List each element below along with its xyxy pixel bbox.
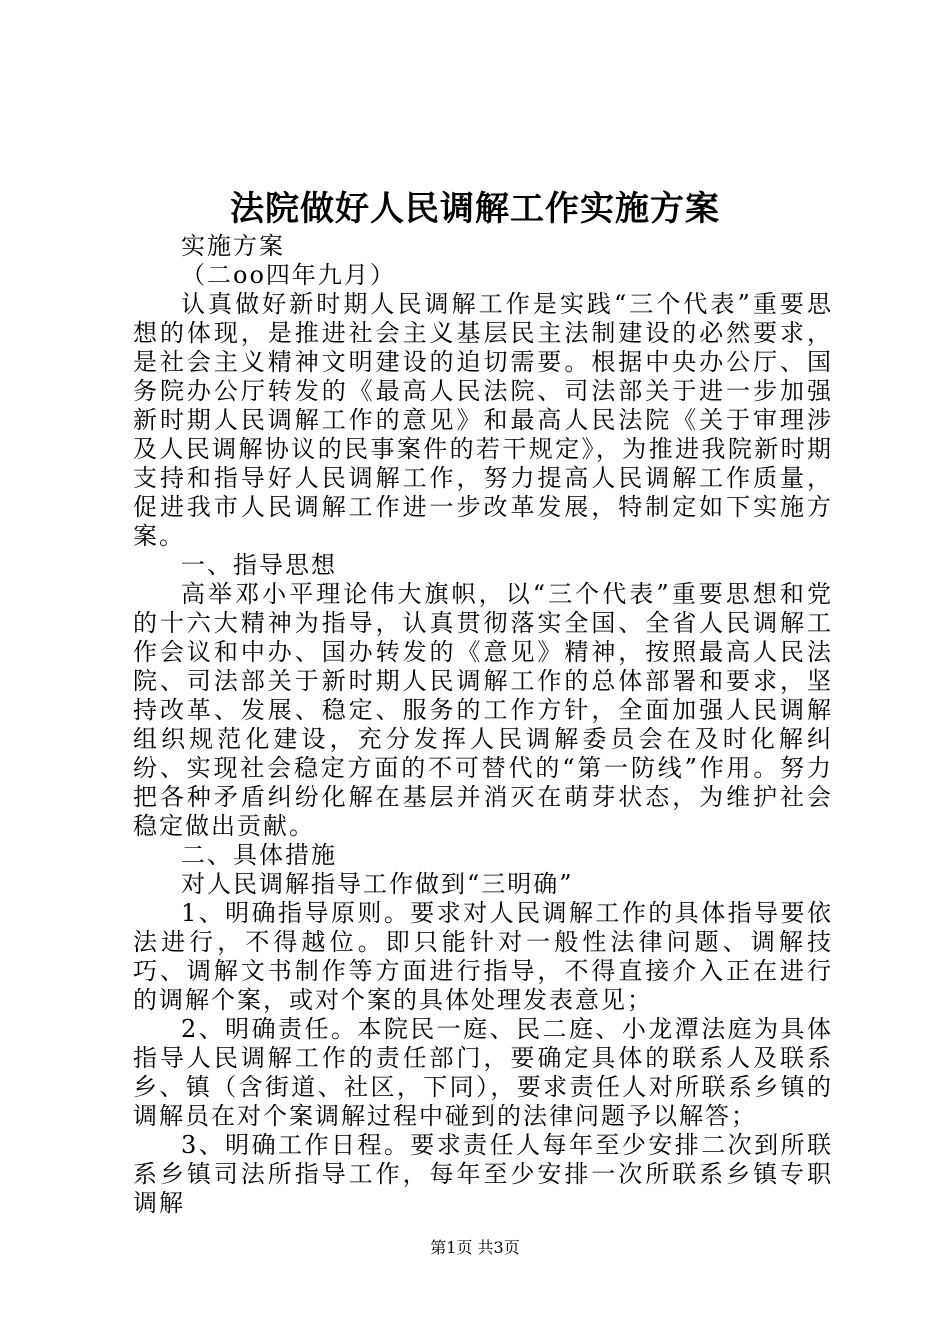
page-footer: 第1页 共3页 [430, 1238, 520, 1257]
document-title: 法院做好人民调解工作实施方案 [230, 189, 720, 229]
intro-paragraph: 认真做好新时期人民调解工作是实践“三个代表”重要思想的体现，是推进社会主义基层民主法制建设的必然要求，是社会主义精神文明建设的迫切需要。根据中央办公厅、国务院办公厅转发的《最高人民法院、司法部关于进一步加强新时期人民调解工作的意见》和最高人民法院《关于审理涉及人民调解协议的民事案件的若干规定》，为推进我院新时期支持和指导好人民调解工作，努力提高人民调解工作质量，促进我市人民调解工作进一步改革发展，特制定如下实施方案。 [133, 290, 833, 550]
section2-heading: 二、具体措施 [181, 841, 337, 869]
section1-paragraph: 高举邓小平理论伟大旗帜，以“三个代表”重要思想和党的十六大精神为指导，认真贯彻落实全国、全省人民调解工作会议和中办、国办转发的《意见》精神，按照最高人民法院、司法部关于新时期人民调解工作的总体部署和要求，坚持改革、发展、稳定、服务的工作方针，全面加强人民调解组织规范化建设，充分发挥人民调解委员会在及时化解纠纷、实现社会稳定方面的不可替代的“第一防线”作用。努力把各种矛盾纠纷化解在基层并消灭在萌芽状态，为维护社会稳定做出贡献。 [133, 580, 833, 840]
section2-subheading: 对人民调解指导工作做到“三明确” [181, 870, 574, 898]
measure-item-1: 1、明确指导原则。要求对人民调解工作的具体指导要依法进行，不得越位。即只能针对一般性法律问题、调解技巧、调解文书制作等方面进行指导，不得直接介入正在进行的调解个案，或对个案的具体处理发表意见； [133, 899, 833, 1014]
measure-item-2: 2、明确责任。本院民一庭、民二庭、小龙潭法庭为具体指导人民调解工作的责任部门，要确定具体的联系人及联系乡、镇（含街道、社区，下同），要求责任人对所联系乡镇的调解员在对个案调解过程中碰到的法律问题予以解答； [133, 1015, 833, 1130]
document-body [133, 232, 833, 1218]
date-line: （二oo四年九月） [181, 261, 396, 289]
measure-item-3: 3、明确工作日程。要求责任人每年至少安排二次到所联系乡镇司法所指导工作，每年至少安排一次所联系乡镇专职调解 [133, 1131, 833, 1217]
section1-heading: 一、指导思想 [181, 551, 337, 579]
plan-heading: 实施方案 [181, 232, 285, 260]
